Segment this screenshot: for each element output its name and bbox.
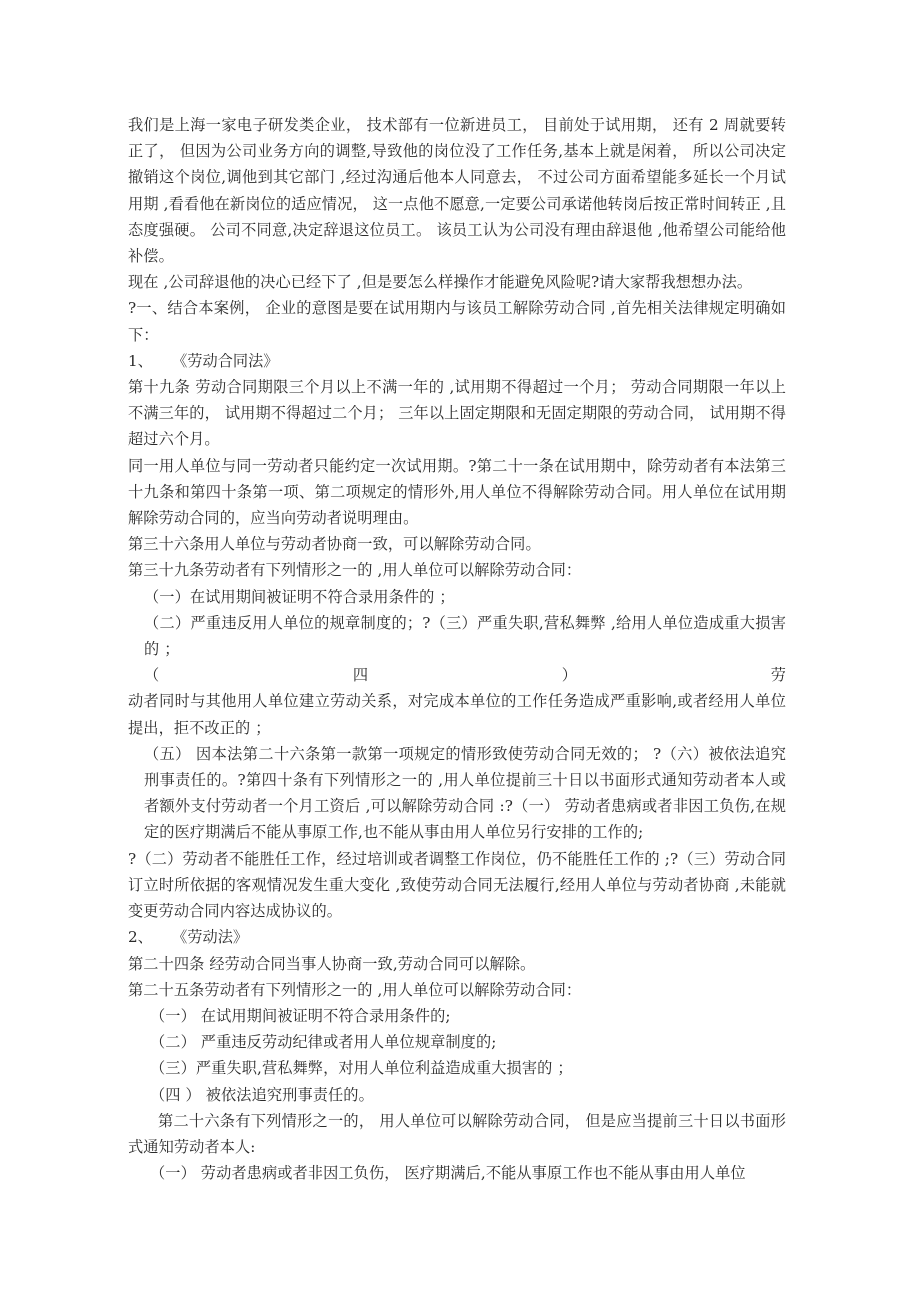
paragraph-article-40-items-2-3: ?（二）劳动者不能胜任工作，经过培训或者调整工作岗位，仍不能胜任工作的 ;?（三）劳动合同订立时所依据的客观情况发生重大变化 ,致使劳动合同无法履行,经用人单位与劳动者协商 ,未能就变更劳动合同内容达成协议的。 (128, 849, 786, 921)
list-item-39-4-stretched-line (128, 662, 786, 688)
heading-labor-law: 2、 《劳动法》 (128, 928, 249, 947)
paragraph-article-36: 第三十六条用人单位与劳动者协商一致，可以解除劳动合同。 (128, 535, 541, 554)
document-text-body (128, 112, 786, 1186)
list-item-25-1: （一） 在试用期间被证明不符合录用条件的; (150, 1006, 451, 1025)
list-item-39-4-trailing-char: 劳 (770, 666, 786, 685)
list-item-26-1: （一） 劳动者患病或者非因工负伤， 医疗期满后,不能从事原工作也不能从事由用人单位 (150, 1164, 746, 1183)
list-item-25-2: （二） 严重违反劳动纪律或者用人单位规章制度的; (150, 1033, 497, 1052)
paragraph-article-21: 同一用人单位与同一劳动者只能约定一次试用期。?第二十一条在试用期中，除劳动者有本法第三十九条和第四十条第一项、第二项规定的情形外,用人单位不得解除劳动合同。用人单位在试用期解除劳动合同的，应当向劳动者说明理由。 (128, 456, 786, 528)
list-item-39-5-through-article-40: （五） 因本法第二十六条第一款第一项规定的情形致使劳动合同无效的； ?（六）被依法追究刑事责任的。?第四十条有下列情形之一的 ,用人单位提前三十日以书面形式通知劳动者本人或者额外支付劳动者一个月工资后 ,可以解除劳动合同 :?（一） 劳动者患病或者非因工负伤,在规定的医疗期满后不能从事原工作,也不能从事由用人单位另行安排的工作的; (144, 744, 786, 842)
list-item-39-4-marker: （四） (144, 666, 771, 685)
paragraph-law2-article-25: 第二十五条劳动者有下列情形之一的 ,用人单位可以解除劳动合同： (128, 980, 582, 999)
paragraph-law2-article-24: 第二十四条 经劳动合同当事人协商一致,劳动合同可以解除。 (128, 954, 536, 973)
list-item-25-3: （三）严重失职,营私舞弊，对用人单位利益造成重大损害的 ； (150, 1059, 573, 1078)
list-item-39-2-and-3: （二）严重违反用人单位的规章制度的；?（三）严重失职,营私舞弊 ,给用人单位造成重大损害的 ； (144, 613, 786, 659)
paragraph-article-39: 第三十九条劳动者有下列情形之一的 ,用人单位可以解除劳动合同： (128, 561, 582, 580)
list-item-25-4: （四 ） 被依法追究刑事责任的。 (150, 1085, 374, 1104)
paragraph-section-intro: ?一、结合本案例， 企业的意图是要在试用期内与该员工解除劳动合同 ,首先相关法律规定明确如下： (128, 299, 786, 344)
paragraph-intro-2: 现在 ,公司辞退他的决心已经下了 ,但是要怎么样操作才能避免风险呢?请大家帮我想想办法。 (128, 273, 753, 292)
list-item-39-1: （一）在试用期间被证明不符合录用条件的 ； (144, 587, 455, 606)
heading-labor-contract-law: 1、 《劳动合同法》 (128, 351, 279, 370)
paragraph-article-19: 第十九条 劳动合同期限三个月以上不满一年的 ,试用期不得超过一个月； 劳动合同期限一年以上不满三年的， 试用期不得超过二个月； 三年以上固定期限和无固定期限的劳动合同， 试用期不得超过六个月。 (128, 378, 786, 449)
paragraph-law2-article-26: 第二十六条有下列情形之一的， 用人单位可以解除劳动合同， 但是应当提前三十日以书面形式通知劳动者本人: (128, 1111, 786, 1156)
list-item-39-4-continuation: 动者同时与其他用人单位建立劳动关系，对完成本单位的工作任务造成严重影响,或者经用人单位提出，拒不改正的 ； (128, 692, 786, 737)
paragraph-intro-1: 我们是上海一家电子研发类企业， 技术部有一位新进员工， 目前处于试用期， 还有 2 周就要转正了， 但因为公司业务方向的调整,导致他的岗位没了工作任务,基本上就是闲着， 所以公司决定撤销这个岗位,调他到其它部门 ,经过沟通后他本人同意去， 不过公司方面希望能多延长一个月试用期 ,看看他在新岗位的适应情况， 这一点他不愿意,一定要公司承诺他转岗后按正常时间转正 ,且态度强硬。 公司不同意,决定辞退这位员工。 该员工认为公司没有理由辞退他 ,他希望公司能给他补偿。 (128, 116, 786, 266)
